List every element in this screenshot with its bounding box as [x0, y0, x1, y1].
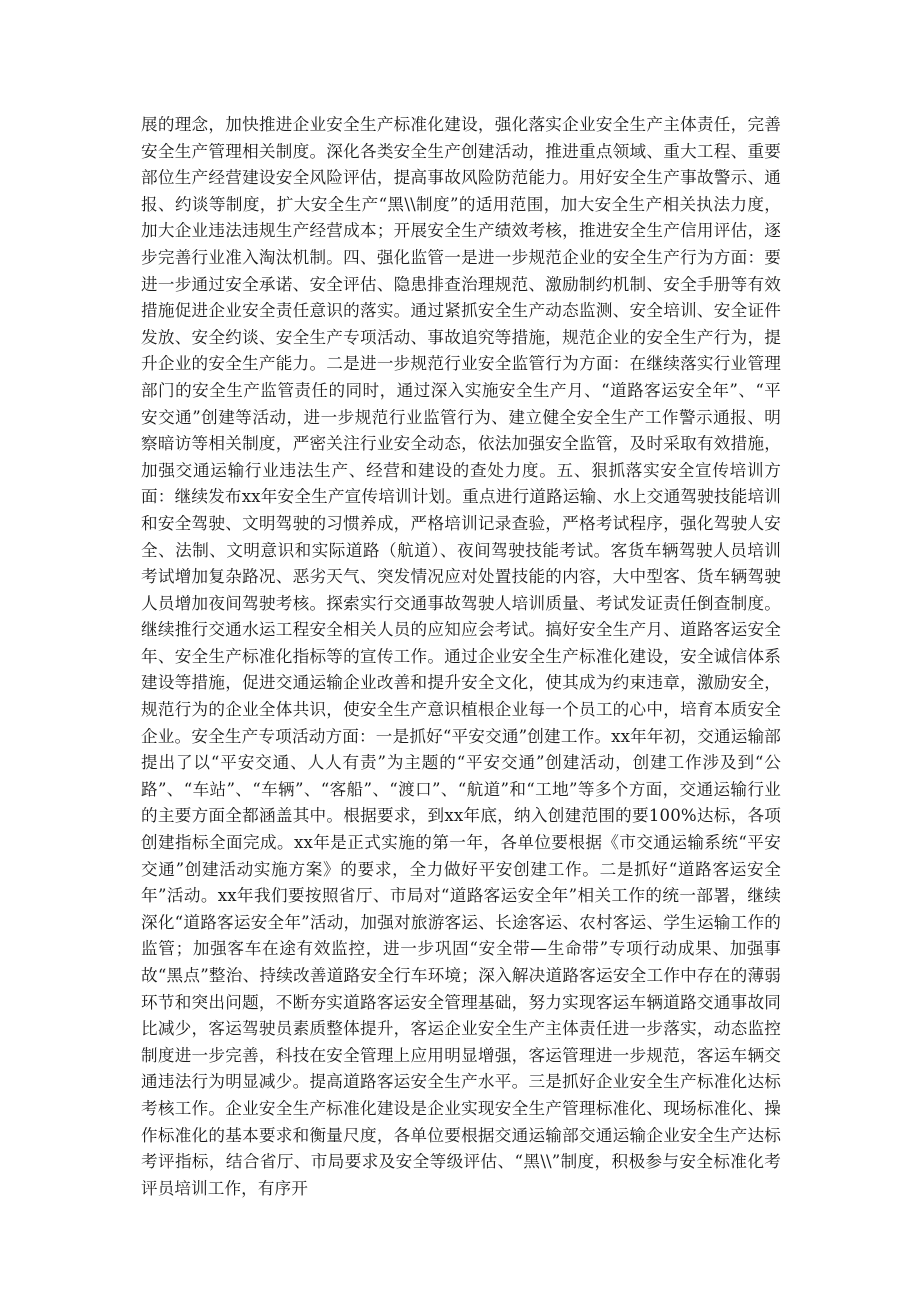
body-paragraph: 展的理念，加快推进企业安全生产标准化建设，强化落实企业安全生产主体责任，完善安全生产管理相关制度。深化各类安全生产创建活动，推进重点领域、重大工程、重要部位生产经营建设安全风险评估，提高事故风险防范能力。用好安全生产事故警示、通报、约谈等制度，扩大安全生产“黑\\制度”的适用范围，加大安全生产相关执法力度，加大企业违法违规生产经营成本；开展安全生产绩效考核，推进安全生产信用评估，逐步完善行业准入淘汰机制。四、强化监管一是进一步规范企业的安全生产行为方面：要进一步通过安全承诺、安全评估、隐患排查治理规范、激励制约机制、安全手册等有效措施促进企业安全责任意识的落实。通过紧抓安全生产动态监测、安全培训、安全证件发放、安全约谈、安全生产专项活动、事故追究等措施，规范企业的安全生产行为，提升企业的安全生产能力。二是进一步规范行业安全监管行为方面：在继续落实行业管理部门的安全生产监管责任的同时，通过深入实施安全生产月、“道路客运安全年”、“平安交通”创建等活动，进一步规范行业监管行为、建立健全安全生产工作警示通报、明察暗访等相关制度，严密关注行业安全动态，依法加强安全监管，及时采取有效措施，加强交通运输行业违法生产、经营和建设的查处力度。五、狠抓落实安全宣传培训方面：继续发布xx年安全生产宣传培训计划。重点进行道路运输、水上交通驾驶技能培训和安全驾驶、文明驾驶的习惯养成，严格培训记录查验，严格考试程序，强化驾驶人安全、法制、文明意识和实际道路（航道）、夜间驾驶技能考试。客货车辆驾驶人员培训考试增加复杂路况、恶劣天气、突发情况应对处置技能的内容，大中型客、货车辆驾驶人员增加夜间驾驶考核。探索实行交通事故驾驶人培训质量、考试发证责任倒查制度。继续推行交通水运工程安全相关人员的应知应会考试。搞好安全生产月、道路客运安全年、安全生产标准化指标等的宣传工作。通过企业安全生产标准化建设，安全诚信体系建设等措施，促进交通运输企业改善和提升安全文化，使其成为约束违章，激励安全，规范行为的企业全体共识，使安全生产意识植根企业每一个员工的心中，培育本质安全企业。安全生产专项活动方面：一是抓好“平安交通”创建工作。xx年年初，交通运输部提出了以“平安交通、人人有责”为主题的“平安交通”创建活动，创建工作涉及到“公路”、“车站”、“车辆”、“客船”、“渡口”、“航道”和“工地”等多个方面，交通运输行业的主要方面全都涵盖其中。根据要求，到xx年底，纳入创建范围的要100%达标，各项创建指标全面完成。xx年是正式实施的第一年，各单位要根据《市交通运输系统“平安交通”创建活动实施方案》的要求，全力做好平安创建工作。二是抓好“道路客运安全年”活动。xx年我们要按照省厅、市局对“道路客运安全年”相关工作的统一部署，继续深化“道路客运安全年”活动，加强对旅游客运、长途客运、农村客运、学生运输工作的监管；加强客车在途有效监控，进一步巩固“安全带—生命带”专项行动成果、加强事故“黑点”整治、持续改善道路安全行车环境；深入解决道路客运安全工作中存在的薄弱环节和突出问题，不断夯实道路客运安全管理基础，努力实现客运车辆道路交通事故同比减少，客运驾驶员素质整体提升，客运企业安全生产主体责任进一步落实，动态监控制度进一步完善，科技在安全管理上应用明显增强，客运管理进一步规范，客运车辆交通违法行为明显减少。提高道路客运安全生产水平。三是抓好企业安全生产标准化达标考核工作。企业安全生产标准化建设是企业实现安全生产管理标准化、现场标准化、操作标准化的基本要求和衡量尺度，各单位要根据交通运输部交通运输企业安全生产达标考评指标，结合省厅、市局要求及安全等级评估、“黑\\”制度，积极参与安全标准化考评员培训工作，有序开 [141, 115, 781, 1198]
